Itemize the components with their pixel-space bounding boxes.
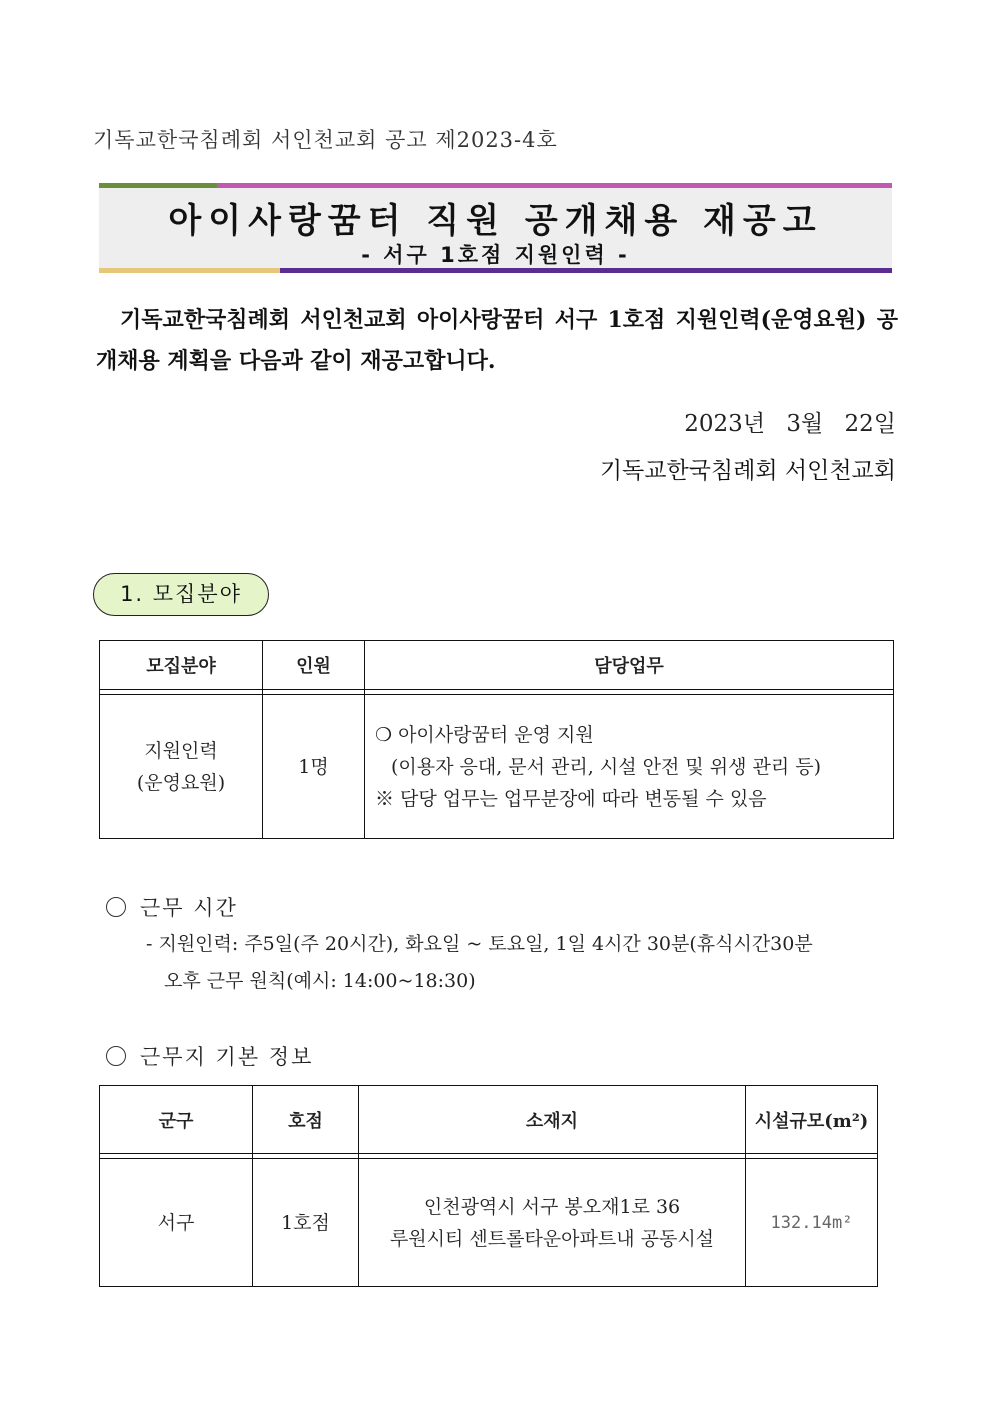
table-row (100, 695, 894, 839)
notice-date: 2023년 3월 22일 (684, 411, 896, 437)
work-hours-detail (146, 926, 813, 1000)
table-header-row (100, 641, 894, 690)
duty-line: ❍ 아이사랑꿈터 운영 지원 (375, 723, 594, 746)
page-subtitle: - 서구 1호점 지원인력 - (361, 243, 630, 267)
banner-bottom-bar-yellow (99, 268, 280, 273)
field-line1: 지원인력 (144, 739, 218, 762)
header-district: 군구 (100, 1086, 253, 1154)
header-count: 인원 (263, 641, 365, 690)
size-cell: 132.14m² (746, 1159, 878, 1287)
workplace-label: 근무지 기본 정보 (140, 1045, 314, 1069)
header-field: 모집분야 (100, 641, 263, 690)
district-cell: 서구 (100, 1159, 253, 1287)
workplace-heading (106, 1041, 313, 1071)
duty-line: (이용자 응대, 문서 관리, 시설 안전 및 위생 관리 등) (391, 755, 821, 778)
banner-bottom-bar-purple (280, 268, 892, 273)
table-header-row (100, 1086, 878, 1154)
header-duties: 담당업무 (365, 641, 894, 690)
page-title: 아이사랑꿈터 직원 공개채용 재공고 (168, 201, 823, 241)
circle-bullet-icon (106, 1046, 126, 1066)
notice-number: 기독교한국침례회 서인천교회 공고 제2023-4호 (93, 128, 558, 152)
field-line2: (운영요원) (136, 771, 226, 794)
header-branch: 호점 (253, 1086, 359, 1154)
work-hours-heading (106, 892, 238, 922)
address-line2: 루원시티 센트롤타운아파트내 공동시설 (389, 1227, 715, 1250)
table-row (100, 1159, 878, 1287)
work-hours-label: 근무 시간 (140, 896, 238, 920)
banner-top-bar-green (99, 183, 217, 188)
section1-heading: 1. 모집분야 (93, 573, 269, 616)
banner-top-bar-pink (217, 183, 892, 188)
duties-cell (365, 695, 894, 839)
work-hours-line2: 오후 근무 원칙(예시: 14:00~18:30) (164, 970, 476, 992)
work-hours-line1: - 지원인력: 주5일(주 20시간), 화요일 ~ 토요일, 1일 4시간 30분(휴식시간30분 (146, 933, 813, 955)
circle-bullet-icon (106, 897, 126, 917)
header-size: 시설규모(m²) (746, 1086, 878, 1154)
address-line1: 인천광역시 서구 봉오재1로 36 (423, 1195, 681, 1218)
organization-name: 기독교한국침례회 서인천교회 (599, 458, 896, 484)
count-cell: 1명 (263, 695, 365, 839)
header-address: 소재지 (359, 1086, 746, 1154)
intro-paragraph: 기독교한국침례회 서인천교회 아이사랑꿈터 서구 1호점 지원인력(운영요원) 공개채용 계획을 다음과 같이 재공고합니다. (96, 307, 898, 374)
workplace-table (99, 1085, 878, 1287)
duty-note: ※ 담당 업무는 업무분장에 따라 변동될 수 있음 (375, 787, 767, 810)
branch-cell: 1호점 (253, 1159, 359, 1287)
field-cell (100, 695, 263, 839)
title-banner (99, 183, 892, 273)
recruitment-table (99, 640, 894, 839)
address-cell (359, 1159, 746, 1287)
